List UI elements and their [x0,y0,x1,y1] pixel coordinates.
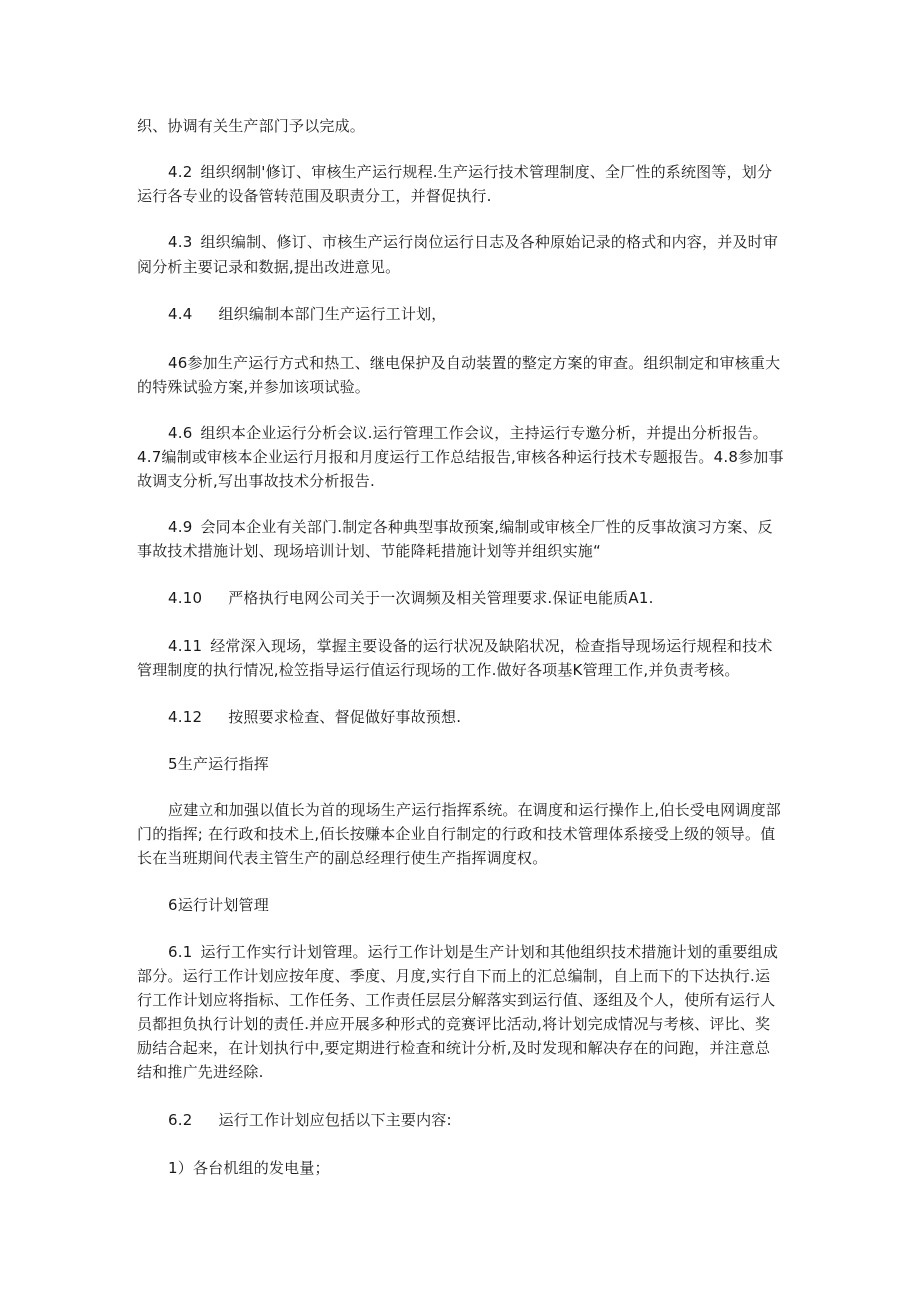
paragraph-line: 事故技术措施计划、现场培训计划、节能降耗措施计划等并组织实施“ [137,542,601,560]
paragraph-line: 门的指挥; 在行政和技术上,佰长按赚本企业自行制定的行政和技术管理体系接受上级的领导。值 [137,825,776,843]
section-number: 4.10 [168,589,203,607]
paragraph-line: 应建立和加强以值长为首的现场生产运行指挥系统。在调度和运行操作上,伯长受电网调度部 [168,801,781,819]
paragraph-line: 4.12 按照要求检查、督促做好事故预想. [168,708,462,726]
paragraph-line: 结和推广先进经除. [137,1063,264,1081]
paragraph-line: 阅分析主要记录和数据,提出改进意见。 [137,258,401,276]
section-heading: 5生产运行指挥 [168,755,269,773]
paragraph-line: 管理制度的执行情况,检笠指导运行值运行现场的工作.做好各项基K管理工作,并负责考核。 [137,661,740,679]
section-heading: 6运行计划管理 [168,896,269,914]
paragraph-line: 行工作计划应将指标、工作任务、工作责任层层分解落实到运行值、逐组及个人，使所有运行人 [137,991,776,1009]
section-number: 4.9 [168,518,193,536]
paragraph-line: 4.10 严格执行电网公司关于一次调频及相关管理要求.保证电能质A1. [168,589,654,607]
paragraph-line: 员都担负执行计划的责任.并应开展多种形式的竞赛评比活动,将计划完成情况与考核、评比、奖 [137,1015,771,1033]
section-number: 4.12 [168,708,203,726]
paragraph-line: 6.2 运行工作计划应包括以下主要内容: [168,1111,452,1129]
paragraph-line: 的特殊试验方案,并参加该项试验。 [137,378,370,396]
paragraph-line: 4.4 组织编制本部门生产运行工计划， [168,305,447,323]
section-number: 4.11 [168,637,203,655]
paragraph-line: 长在当班期间代表主管生产的副总经理行使生产指挥调度权。 [137,849,548,867]
paragraph-line: 4.9 会同本企业有关部门.制定各种典型事故预案,编制或审核全厂性的反事故演习方案、反 [168,518,773,536]
paragraph-line: 故调支分析,写出事故技术分析报告. [137,472,375,490]
paragraph-line: 46参加生产运行方式和热工、继电保护及自动装置的整定方案的审查。组织制定和审核重大 [168,354,781,372]
section-number: 4.2 [168,163,193,181]
section-number: 4.6 [168,424,193,442]
section-number: 6.1 [168,943,193,961]
paragraph-line: 4.6 组织本企业运行分析会议.运行管理工作会议，主持运行专邀分析，并提出分析报告。 [168,424,768,442]
paragraph-line: 4.11 经常深入现场，掌握主要设备的运行状况及缺陷状况，检查指导现场运行规程和技术 [168,637,773,655]
paragraph-line: 4.7编制或审核本企业运行月报和月度运行工作总结报告,审核各种运行技术专题报告。4.8参加事 [137,448,784,466]
paragraph-line: 运行各专业的设备管转范围及职责分工，并督促执行. [137,187,492,205]
paragraph-line: 织、协调有关生产部门予以完成。 [137,117,366,135]
paragraph-line: 励结合起来，在计划执行中,要定期进行检查和统计分析,及时发现和解决存在的问跑，并注意总 [137,1039,771,1057]
paragraph-line: 4.3 组织编制、修订、市核生产运行岗位运行日志及各种原始记录的格式和内容，并及时审 [168,233,779,251]
paragraph-line: 4.2 组织纲制'修订、审核生产运行规程.生产运行技术管理制度、全厂性的系统图等，划分 [168,163,773,181]
section-number: 4.3 [168,233,193,251]
paragraph-line: 6.1 运行工作实行计划管理。运行工作计划是生产计划和其他组织技术措施计划的重要组成 [168,943,779,961]
section-number: 4.4 [168,305,193,323]
section-number: 6.2 [168,1111,193,1129]
list-item: 1）各台机组的发电量； [168,1159,330,1177]
paragraph-line: 部分。运行工作计划应按年度、季度、月度,实行自下而上的汇总编制，自上而下的下达执行.运 [137,967,771,985]
